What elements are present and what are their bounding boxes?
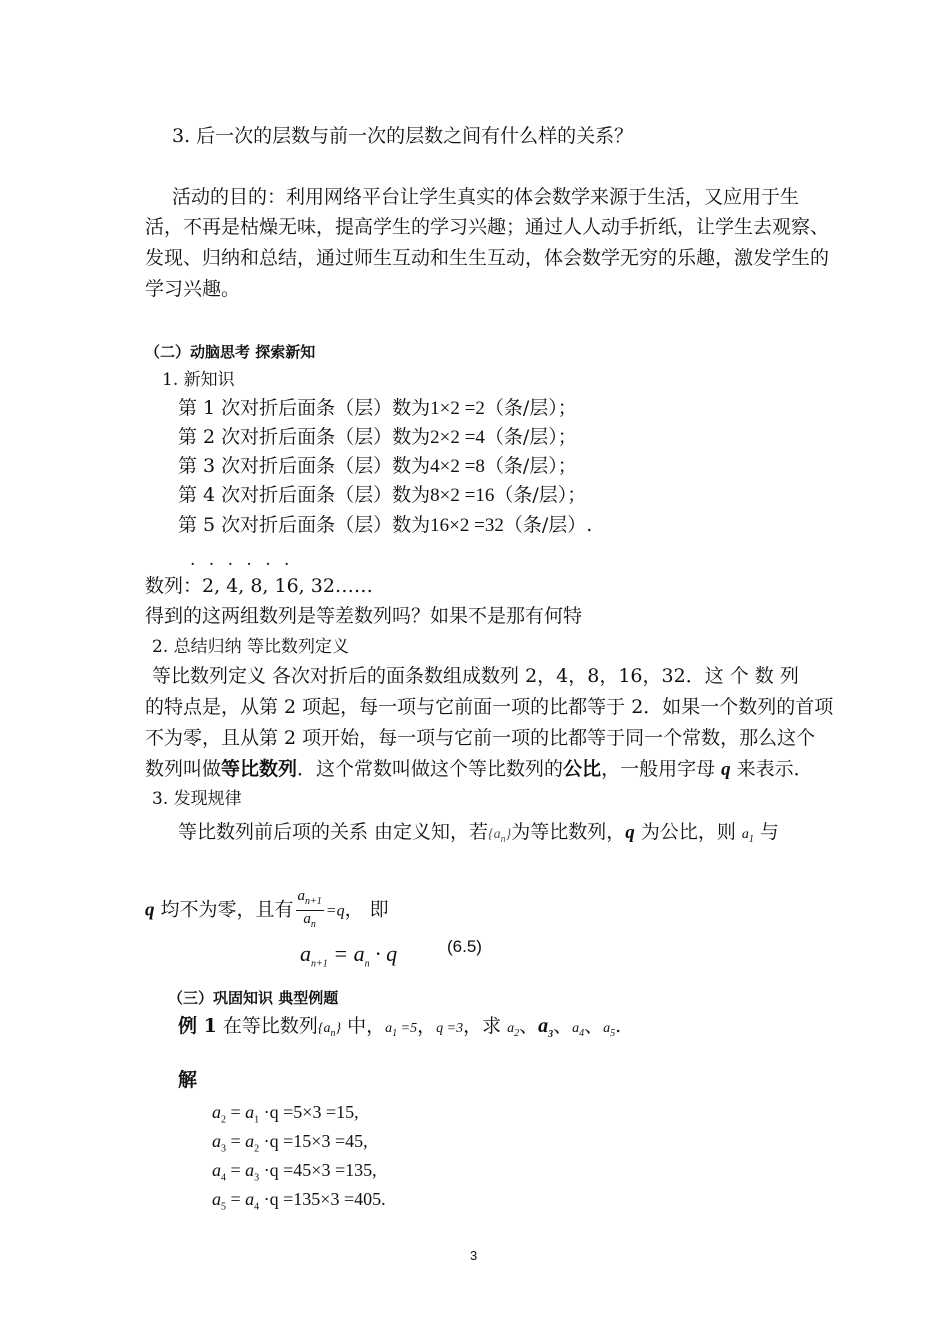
new-knowledge-title: 1. 新知识 [162,370,235,390]
fold-line-5: 第 5 次对折后面条（层）数为16×2 =32（条/层）. [178,514,593,536]
fold-line-1: 第 1 次对折后面条（层）数为1×2 =2（条/层）； [178,397,577,419]
definition-line-4: 数列叫做等比数列．这个常数叫做这个等比数列的公比，一般用字母 q 来表示． [145,758,813,780]
sequence-line: 数列：2, 4, 8, 16, 32…… [145,575,373,597]
term-common-ratio: 公比 [563,758,602,780]
definition-line-2: 的特点是，从第 2 项起，每一项与它前面一项的比都等于 2．如果一个数列的首项 [145,696,834,718]
fold-line-3: 第 3 次对折后面条（层）数为4×2 =8（条/层）； [178,455,577,477]
formula-label: (6.5) [447,937,482,956]
purpose-line-3: 发现、归纳和总结，通过师生互动和生生互动，体会数学无穷的乐趣，激发学生的 [145,247,830,269]
question-3: 3. 后一次的层数与前一次的层数之间有什么样的关系？ [172,125,634,147]
purpose-line-4: 学习兴趣。 [145,278,241,300]
purpose-line-2: 活，不再是枯燥无味，提高学生的学习兴趣；通过人人动手折纸，让学生去观察、 [145,216,830,238]
rule-line-2: q 均不为零，且有 $\frac{a_{n+1}}{a_n}$ =q， 即 [145,888,389,933]
solution-step-4: $a_5 = a_4 \cdot q =135\times 3 =405$. [212,1189,386,1213]
section-3-title: （三）巩固知识 典型例题 [168,989,339,1007]
solution-step-3: $a_4 = a_3 \cdot q =45\times 3 =135$, [212,1160,377,1184]
fold-line-2: 第 2 次对折后面条（层）数为2×2 =4（条/层）； [178,426,577,448]
solution-step-1: $a_2 = a_1 \cdot q =5\times 3 =15$, [212,1102,359,1126]
fold-line-4: 第 4 次对折后面条（层）数为8×2 =16（条/层）； [178,484,587,506]
rule-line-1: 等比数列前后项的关系 由定义知，若$\{a_n\}$为等比数列，q 为公比，则 $a_1$ 与 [178,821,779,845]
ratio-fraction: $\frac{a_{n+1}}{a_n}$ [297,888,322,930]
question-line: 得到的这两组数列是等差数列吗？如果不是那有何特 [145,605,583,627]
page-number: 3 [470,1248,478,1263]
formula-6-5: $a_{n+1} = a_n \cdot q$ [300,941,398,970]
purpose-line-1: 活动的目的：利用网络平台让学生真实的体会数学来源于生活，又应用于生 [172,186,800,208]
solution-label: 解 [178,1069,198,1091]
definition-line-3: 不为零，且从第 2 项开始，每一项与它前一项的比都等于同一个常数，那么这个 [145,727,816,749]
solution-step-2: $a_3 = a_2 \cdot q =15\times 3 =45$, [212,1131,368,1155]
rule-title: 3. 发现规律 [152,789,242,809]
section-2-title: （二）动脑思考 探索新知 [145,343,316,361]
summary-title: 2. 总结归纳 等比数列定义 [152,637,350,657]
ellipsis-dots: . . . . . . [190,550,294,570]
term-geometric-sequence: 等比数列 [221,758,298,780]
example-1-line: 例 1 在等比数列$\{a_n\}$ 中，$a_1 =5$，q =3，求 $a_2$、$a_3$、$a_4$、$a_5$. [178,1015,622,1040]
definition-line-1: 等比数列定义 各次对折后的面条数组成数列 2，4，8，16，32．这 个 数 列 [152,665,799,687]
